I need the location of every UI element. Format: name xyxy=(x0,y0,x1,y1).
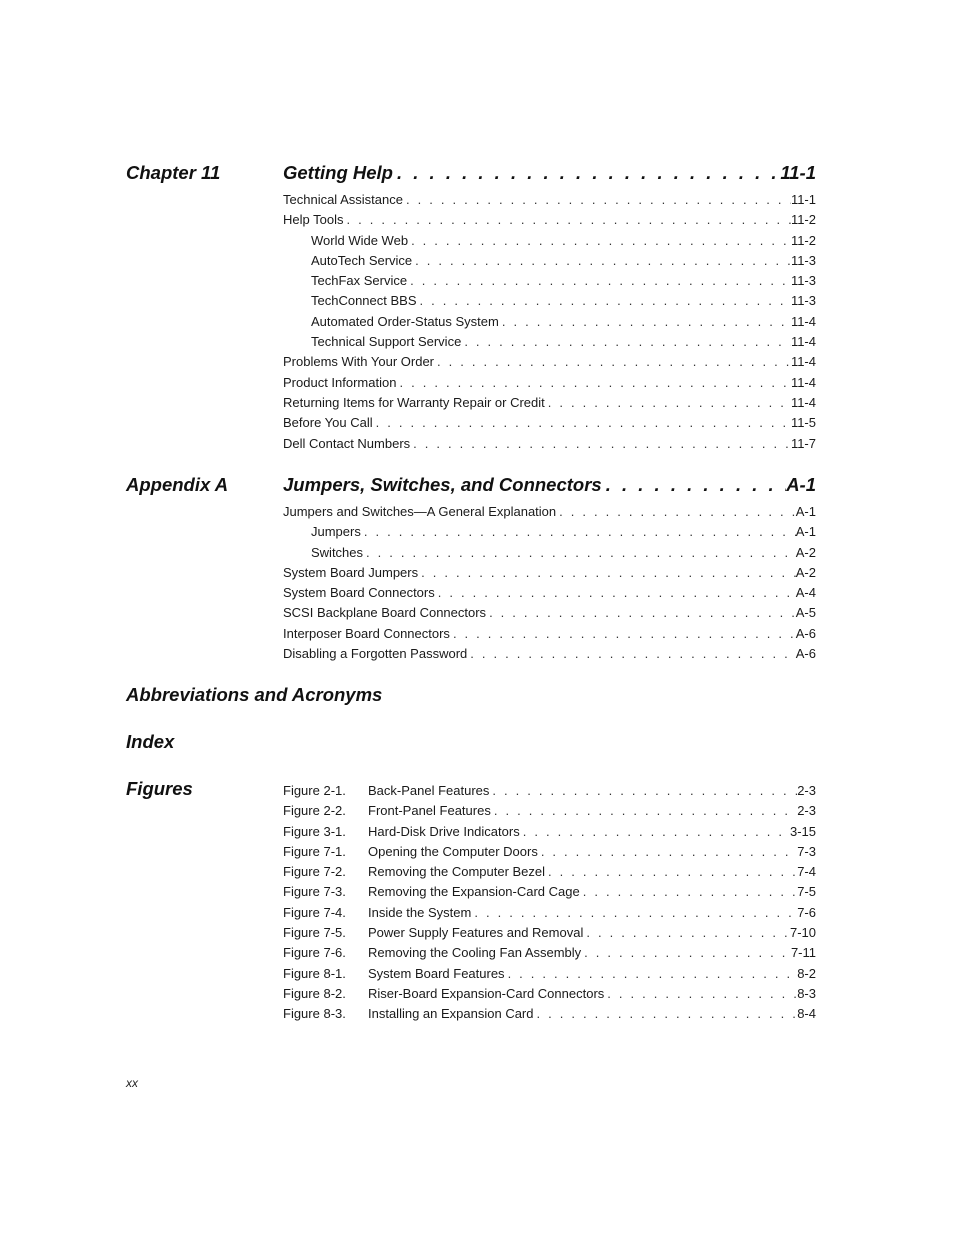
figure-number: Figure 7-6. xyxy=(283,945,346,961)
chapter-label: Chapter 11 xyxy=(126,162,221,183)
dot-leader xyxy=(602,474,786,496)
figure-number: Figure 2-2. xyxy=(283,803,346,819)
dot-leader xyxy=(505,964,798,984)
entry-page: 11-3 xyxy=(790,252,816,268)
entry-page: A-4 xyxy=(795,585,816,601)
chapter-title-row[interactable] xyxy=(283,162,816,184)
figure-page: 7-4 xyxy=(797,864,816,880)
dot-leader xyxy=(499,312,791,332)
entry-page: 11-4 xyxy=(790,354,816,370)
dot-leader xyxy=(491,801,797,821)
dot-leader xyxy=(363,543,796,563)
figures-label: Figures xyxy=(126,778,193,799)
entry-title: Jumpers xyxy=(311,524,361,540)
dot-leader xyxy=(450,624,796,644)
figure-entry[interactable] xyxy=(283,801,816,821)
dot-leader xyxy=(393,162,780,184)
entry-title: Product Information xyxy=(283,374,397,390)
figure-entry[interactable] xyxy=(283,842,816,862)
dot-leader xyxy=(580,882,797,902)
entry-title: Returning Items for Warranty Repair or Credit xyxy=(283,394,545,410)
figure-entry[interactable] xyxy=(283,923,816,943)
dot-leader xyxy=(581,943,791,963)
figure-page: 2-3 xyxy=(797,783,816,798)
toc-entry[interactable] xyxy=(283,563,816,583)
figure-title: Removing the Cooling Fan Assembly xyxy=(368,945,582,961)
figures-section xyxy=(126,778,816,1038)
toc-entry[interactable] xyxy=(283,603,816,623)
figures-entries xyxy=(283,781,816,1025)
entry-page: 11-2 xyxy=(790,232,816,248)
index-heading[interactable]: Index xyxy=(126,731,175,752)
entry-page: 11-3 xyxy=(790,293,816,309)
appendix-a-entries xyxy=(283,502,816,664)
dot-leader xyxy=(471,903,797,923)
figure-page: 8-4 xyxy=(797,1006,816,1022)
dot-leader xyxy=(408,231,791,251)
entry-page: A-6 xyxy=(795,646,816,662)
dot-leader xyxy=(604,984,797,1004)
entry-title: Disabling a Forgotten Password xyxy=(283,646,468,662)
entry-page: 11-3 xyxy=(790,273,816,289)
figure-entry[interactable] xyxy=(283,964,816,984)
figure-title: Opening the Computer Doors xyxy=(368,843,538,859)
toc-entry[interactable] xyxy=(283,393,816,413)
entry-page: 11-4 xyxy=(790,374,816,390)
dot-leader xyxy=(556,502,796,522)
entry-page: 11-4 xyxy=(790,394,816,410)
dot-leader xyxy=(583,923,790,943)
figure-entry[interactable] xyxy=(283,781,816,801)
figure-number: Figure 7-1. xyxy=(283,843,346,859)
entry-title: TechFax Service xyxy=(311,273,408,289)
dot-leader xyxy=(545,393,791,413)
chapter-11-entries xyxy=(283,190,816,454)
toc-subentry[interactable] xyxy=(283,543,816,563)
figure-entry[interactable] xyxy=(283,903,816,923)
figure-number: Figure 8-1. xyxy=(283,965,346,981)
toc-subentry[interactable] xyxy=(283,251,816,271)
figure-number: Figure 7-4. xyxy=(283,904,346,920)
dot-leader xyxy=(486,603,796,623)
dot-leader xyxy=(410,434,791,454)
entry-title: World Wide Web xyxy=(311,232,409,248)
figure-entry[interactable] xyxy=(283,1004,816,1024)
dot-leader xyxy=(407,271,791,291)
figure-title: Power Supply Features and Removal xyxy=(368,925,584,941)
entry-page: 11-5 xyxy=(790,415,816,431)
entry-title: Help Tools xyxy=(283,212,344,228)
dot-leader xyxy=(434,352,791,372)
figure-page: 2-3 xyxy=(797,803,816,819)
figure-title: Front-Panel Features xyxy=(368,803,491,819)
entry-page: 11-4 xyxy=(790,334,816,350)
figure-entry[interactable] xyxy=(283,882,816,902)
figure-number: Figure 7-3. xyxy=(283,884,346,900)
figure-number: Figure 3-1. xyxy=(283,823,346,839)
figure-page: 7-3 xyxy=(797,843,816,859)
dot-leader xyxy=(489,781,797,801)
page-number: xx xyxy=(126,1076,138,1090)
toc-entry[interactable] xyxy=(283,190,816,210)
dot-leader xyxy=(396,373,790,393)
figure-title: Hard-Disk Drive Indicators xyxy=(368,823,520,839)
figure-title: System Board Features xyxy=(368,965,505,981)
entry-title: TechConnect BBS xyxy=(311,293,417,309)
entry-page: A-1 xyxy=(795,524,816,540)
toc-subentry[interactable] xyxy=(283,312,816,332)
figure-title: Removing the Computer Bezel xyxy=(368,864,546,880)
figure-title: Removing the Expansion-Card Cage xyxy=(368,884,580,900)
toc-subentry[interactable] xyxy=(283,522,816,542)
figure-page: 7-11 xyxy=(790,945,816,961)
appendix-title-row[interactable] xyxy=(283,474,816,496)
toc-entry[interactable] xyxy=(283,502,816,522)
figure-page: 8-2 xyxy=(797,965,816,981)
entry-page: A-1 xyxy=(795,504,816,519)
entry-page: A-6 xyxy=(795,625,816,641)
toc-entry[interactable] xyxy=(283,434,816,454)
entry-title: SCSI Backplane Board Connectors xyxy=(283,605,487,621)
dot-leader xyxy=(361,522,796,542)
appendix-page: A-1 xyxy=(786,474,816,495)
entry-page: A-2 xyxy=(795,564,816,580)
entry-title: Technical Support Service xyxy=(311,334,462,350)
entry-page: A-5 xyxy=(795,605,816,621)
dot-leader xyxy=(435,583,796,603)
toc-subentry[interactable] xyxy=(283,291,816,311)
chapter-page: 11-1 xyxy=(780,162,816,183)
figure-title: Inside the System xyxy=(368,904,472,920)
dot-leader xyxy=(403,190,791,210)
entry-title: Problems With Your Order xyxy=(283,354,435,370)
entry-title: Automated Order-Status System xyxy=(311,313,499,329)
toc-entry[interactable] xyxy=(283,413,816,433)
dot-leader xyxy=(461,332,791,352)
entry-title: System Board Connectors xyxy=(283,585,435,601)
entry-title: AutoTech Service xyxy=(311,252,413,268)
entry-page: 11-2 xyxy=(790,212,816,228)
chapter-11-section xyxy=(126,162,816,462)
appendix-label: Appendix A xyxy=(126,474,229,495)
figure-page: 3-15 xyxy=(789,823,816,839)
entry-title: System Board Jumpers xyxy=(283,564,419,580)
entry-title: Technical Assistance xyxy=(283,192,403,207)
figure-page: 7-10 xyxy=(789,925,816,941)
figure-entry[interactable] xyxy=(283,943,816,963)
toc-entry[interactable] xyxy=(283,583,816,603)
dot-leader xyxy=(417,291,791,311)
figure-number: Figure 8-2. xyxy=(283,985,346,1001)
figure-title: Back-Panel Features xyxy=(368,783,490,798)
entry-title: Interposer Board Connectors xyxy=(283,625,450,641)
entry-title: Dell Contact Numbers xyxy=(283,435,411,451)
dot-leader xyxy=(538,842,797,862)
toc-entry[interactable] xyxy=(283,352,816,372)
figure-page: 7-6 xyxy=(797,904,816,920)
figure-page: 8-3 xyxy=(797,985,816,1001)
figure-number: Figure 7-2. xyxy=(283,864,346,880)
toc-subentry[interactable] xyxy=(283,271,816,291)
entry-title: Jumpers and Switches—A General Explanation xyxy=(283,504,557,519)
entry-page: 11-7 xyxy=(790,435,816,451)
dot-leader xyxy=(343,210,790,230)
toc-entry[interactable] xyxy=(283,373,816,393)
figure-entry[interactable] xyxy=(283,984,816,1004)
figure-entry[interactable] xyxy=(283,862,816,882)
appendix-a-section xyxy=(126,474,816,674)
dot-leader xyxy=(534,1004,798,1024)
entry-page: A-2 xyxy=(795,544,816,560)
toc-entry[interactable] xyxy=(283,624,816,644)
figure-entry[interactable] xyxy=(283,822,816,842)
figure-number: Figure 8-3. xyxy=(283,1006,346,1022)
toc-entry[interactable] xyxy=(283,644,816,664)
entry-page: 11-1 xyxy=(790,192,816,207)
toc-subentry[interactable] xyxy=(283,332,816,352)
dot-leader xyxy=(520,822,790,842)
entry-page: 11-4 xyxy=(790,313,816,329)
chapter-title: Getting Help xyxy=(283,162,393,183)
toc-entry[interactable] xyxy=(283,210,816,230)
figure-number: Figure 2-1. xyxy=(283,783,346,798)
dot-leader xyxy=(418,563,796,583)
figure-page: 7-5 xyxy=(797,884,816,900)
dot-leader xyxy=(373,413,791,433)
figure-title: Riser-Board Expansion-Card Connectors xyxy=(368,985,605,1001)
entry-title: Before You Call xyxy=(283,415,373,431)
abbreviations-heading[interactable]: Abbreviations and Acronyms xyxy=(126,684,383,705)
entry-title: Switches xyxy=(311,544,364,560)
dot-leader xyxy=(467,644,796,664)
figure-number: Figure 7-5. xyxy=(283,925,346,941)
figure-title: Installing an Expansion Card xyxy=(368,1006,534,1022)
dot-leader xyxy=(545,862,797,882)
dot-leader xyxy=(412,251,791,271)
appendix-title: Jumpers, Switches, and Connectors xyxy=(283,474,602,495)
toc-subentry[interactable] xyxy=(283,231,816,251)
